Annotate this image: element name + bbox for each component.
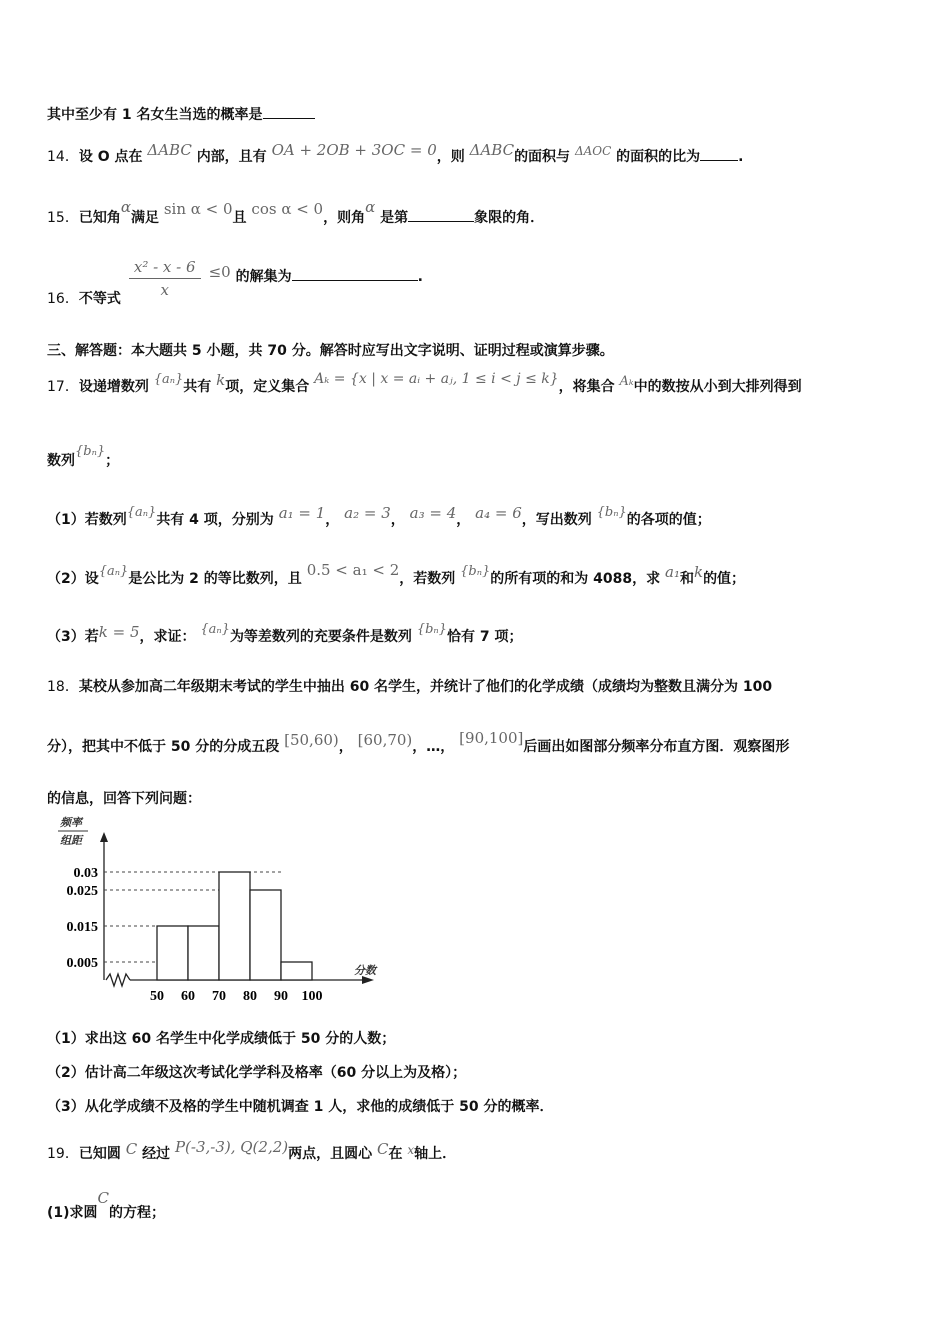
vector-equation: OA + 2OB + 3OC = 0 [271, 141, 437, 159]
answer-blank [292, 268, 418, 281]
x-tick-label: 60 [181, 989, 195, 1004]
x-tick-label: 80 [243, 989, 257, 1004]
answer-blank [408, 209, 474, 222]
question-18-part1: （1）求出这 60 名学生中化学成绩低于 50 分的人数； [47, 1031, 396, 1047]
histogram-bar-[60,70) [188, 926, 219, 980]
section-3-heading: 三、解答题：本大题共 5 小题，共 70 分。解答时应写出文字说明、证明过程或演算步骤。 [47, 343, 614, 359]
question-18-line3: 的信息，回答下列问题： [47, 791, 201, 807]
histogram-bar-[80,90) [250, 890, 281, 980]
axis-break [106, 974, 130, 986]
y-tick-label: 0.025 [66, 884, 98, 899]
fraction: $\frac{\text{x² - x - 6}}{x}$ [129, 258, 201, 299]
set-definition: Aₖ = {x | x = aᵢ + aⱼ, 1 ≤ i < j ≤ k} [314, 371, 559, 387]
question-18-part3: （3）从化学成绩不及格的学生中随机调查 1 人，求他的成绩低于 50 分的概率． [47, 1099, 554, 1115]
histogram-bar-[90,100] [281, 962, 312, 980]
xlabel: 分数 [354, 965, 376, 977]
question-17-part3: （3）若k = 5，求证： {aₙ}为等差数列的充要条件是数列 {bₙ}恰有 7 项； [47, 622, 523, 645]
question-17-part2: （2）设{aₙ}是公比为 2 的等比数列，且 0.5 < a₁ < 2，若数列 {bₙ}的所有项的和为 4088，求 a₁和k的值； [47, 561, 746, 587]
question-16: 16．不等式 $\frac{\text{x² - x - 6}}{x}$ ≤0 的解集为 . [47, 258, 423, 307]
y-tick-label: 0.015 [66, 920, 98, 935]
ylabel-top: 频率 [60, 817, 82, 829]
question-18: 18．某校从参加高二年级期末考试的学生中抽出 60 名学生，并统计了他们的化学成绩（成绩均为整数且满分为 100 [47, 679, 773, 695]
ylabel-bottom: 组距 [60, 835, 82, 847]
histogram-bar-[70,80) [219, 872, 250, 980]
question-18-part2: （2）估计高二年级这次考试化学学科及格率（60 分以上为及格）； [47, 1065, 467, 1081]
x-axis-arrow [362, 976, 374, 984]
y-tick-label: 0.03 [73, 866, 98, 881]
triangle-abc: ΔABC [147, 141, 192, 159]
question-17-line2: 数列{bₙ}； [47, 444, 120, 469]
question-19: 19．已知圆 C 经过 P(-3,-3), Q(2,2)两点，且圆心 C在 x轴上． [47, 1138, 457, 1162]
y-tick-label: 0.005 [66, 956, 98, 971]
x-tick-label: 70 [212, 989, 226, 1004]
question-18-line2: 分），把其中不低于 50 分的分成五段 [50,60)， [60,70)，…， [90,100]后画出如图部分频率分布直方图．观察图形 [47, 729, 790, 755]
cos-condition: cos α < 0 [251, 200, 324, 218]
points-pq: P(-3,-3), Q(2,2) [174, 1138, 289, 1156]
histogram-bar-[50,60) [157, 926, 188, 980]
answer-blank [263, 106, 315, 119]
frequency-histogram [44, 812, 384, 1008]
answer-blank [700, 148, 738, 161]
question-15: 15．已知角α满足 sin α < 0且 cos α < 0，则角α 是第 象限的角． [47, 198, 545, 226]
x-tick-label: 50 [150, 989, 164, 1004]
question-17: 17．设递增数列 {aₙ}共有 k项，定义集合 Aₖ = {x | x = aᵢ + aⱼ, 1 ≤ i < j ≤ k}，将集合 Aₖ中的数按从小到大排列得到 [47, 371, 802, 395]
question-17-part1: （1）若数列{aₙ}共有 4 项，分别为 a₁ = 1， a₂ = 3， a₃ = 4， a₄ = 6，写出数列 {bₙ}的各项的值； [47, 504, 711, 528]
sin-condition: sin α < 0 [163, 200, 233, 218]
x-tick-label: 100 [301, 989, 323, 1004]
question-14: 14．设 O 点在 ΔABC 内部，且有 OA + 2OB + 3OC = 0，则 ΔABC的面积与 ΔAOC 的面积的比为 . [47, 141, 744, 165]
x-tick-label: 90 [274, 989, 288, 1004]
y-axis-arrow [100, 832, 108, 842]
question-19-part1: (1)求圆C的方程； [47, 1189, 166, 1221]
q13-tail: 其中至少有 1 名女生当选的概率是 [47, 104, 315, 124]
